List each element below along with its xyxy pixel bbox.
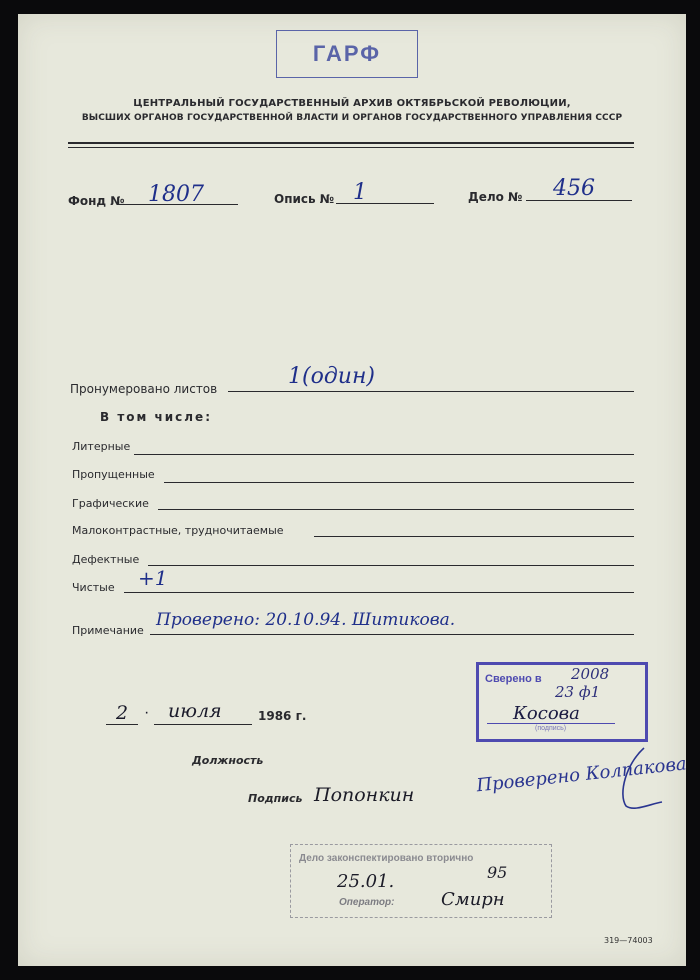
note-label: Примечание xyxy=(72,624,144,637)
microfilm-stamp xyxy=(290,844,552,918)
form-code: 319—74003 xyxy=(604,936,653,945)
checked-stamp-year: 2008 xyxy=(571,665,610,683)
date-month-underline xyxy=(154,724,252,725)
row-literal-underline xyxy=(134,454,634,455)
opis-label: Опись № xyxy=(274,192,335,206)
numbered-sheets-label: Пронумеровано листов xyxy=(70,382,218,396)
verified-flourish xyxy=(616,744,666,814)
opis-value: 1 xyxy=(353,180,367,205)
date-year: 1986 г. xyxy=(258,709,307,723)
checked-stamp-signature: Косова xyxy=(513,703,580,724)
row-blank-underline xyxy=(124,592,634,593)
numbered-sheets-value: 1(один) xyxy=(288,364,376,389)
row-blank-label: Чистые xyxy=(72,581,115,594)
position-label: Должность xyxy=(192,754,264,767)
row-lowcontrast-underline xyxy=(314,536,634,537)
garf-stamp xyxy=(276,30,418,78)
delo-value: 456 xyxy=(553,176,595,201)
signature-label: Подпись xyxy=(248,792,303,805)
archive-name-line-2: ВЫСШИХ ОРГАНОВ ГОСУДАРСТВЕННОЙ ВЛАСТИ И ОРГАНОВ ГОСУДАРСТВЕННОГО УПРАВЛЕНИЯ СССР xyxy=(81,113,623,123)
date-day-underline xyxy=(106,724,138,725)
checked-stamp-title: Сверено в xyxy=(485,673,542,685)
fond-underline xyxy=(118,204,238,205)
note-underline xyxy=(150,634,634,635)
checked-stamp xyxy=(476,662,648,742)
signature-value: Попонкин xyxy=(314,784,415,806)
row-skipped-label: Пропущенные xyxy=(72,468,155,481)
checked-stamp-number: 23 ф1 xyxy=(555,683,601,701)
microfilm-stamp-date: 25.01. xyxy=(337,871,395,892)
row-defective-underline xyxy=(148,565,634,566)
checked-stamp-underline xyxy=(487,723,615,724)
archive-name-line-1: ЦЕНТРАЛЬНЫЙ ГОСУДАРСТВЕННЫЙ АРХИВ ОКТЯБРЬСКОЙ РЕВОЛЮЦИИ, xyxy=(133,98,571,109)
header-rule-thin xyxy=(68,147,634,148)
opis-underline xyxy=(336,203,434,204)
note-value: Проверено: 20.10.94. Шитикова. xyxy=(156,610,456,630)
numbered-sheets-underline xyxy=(228,391,634,392)
verified-handwriting: Проверено Колпакова xyxy=(475,753,688,797)
row-lowcontrast-label: Малоконтрастные, трудночитаемые xyxy=(72,524,284,537)
row-skipped-underline xyxy=(164,482,634,483)
garf-stamp-text: ГАРФ xyxy=(312,41,382,66)
row-literal-label: Литерные xyxy=(72,440,131,453)
date-day: 2 xyxy=(116,702,129,724)
fond-value: 1807 xyxy=(148,182,204,207)
date-month: июля xyxy=(168,700,222,722)
microfilm-stamp-operator-signature: Смирн xyxy=(441,889,505,910)
microfilm-stamp-operator-label: Оператор: xyxy=(339,897,395,908)
checked-stamp-caption: (подпись) xyxy=(535,725,567,732)
microfilm-stamp-title: Дело законспектировано вторично xyxy=(299,853,474,864)
including-label: В том числе: xyxy=(100,410,212,424)
archive-sheet xyxy=(18,14,686,966)
row-blank-value: +1 xyxy=(138,566,168,590)
fond-label: Фонд № xyxy=(68,194,125,208)
flourish-stroke xyxy=(623,748,662,808)
row-graphic-label: Графические xyxy=(72,497,149,510)
row-defective-label: Дефектные xyxy=(72,553,140,566)
delo-underline xyxy=(526,200,632,201)
date-dash: · xyxy=(144,704,150,721)
header-rule xyxy=(68,142,634,144)
microfilm-stamp-year: 95 xyxy=(487,863,508,882)
delo-label: Дело № xyxy=(468,190,523,204)
row-graphic-underline xyxy=(158,509,634,510)
